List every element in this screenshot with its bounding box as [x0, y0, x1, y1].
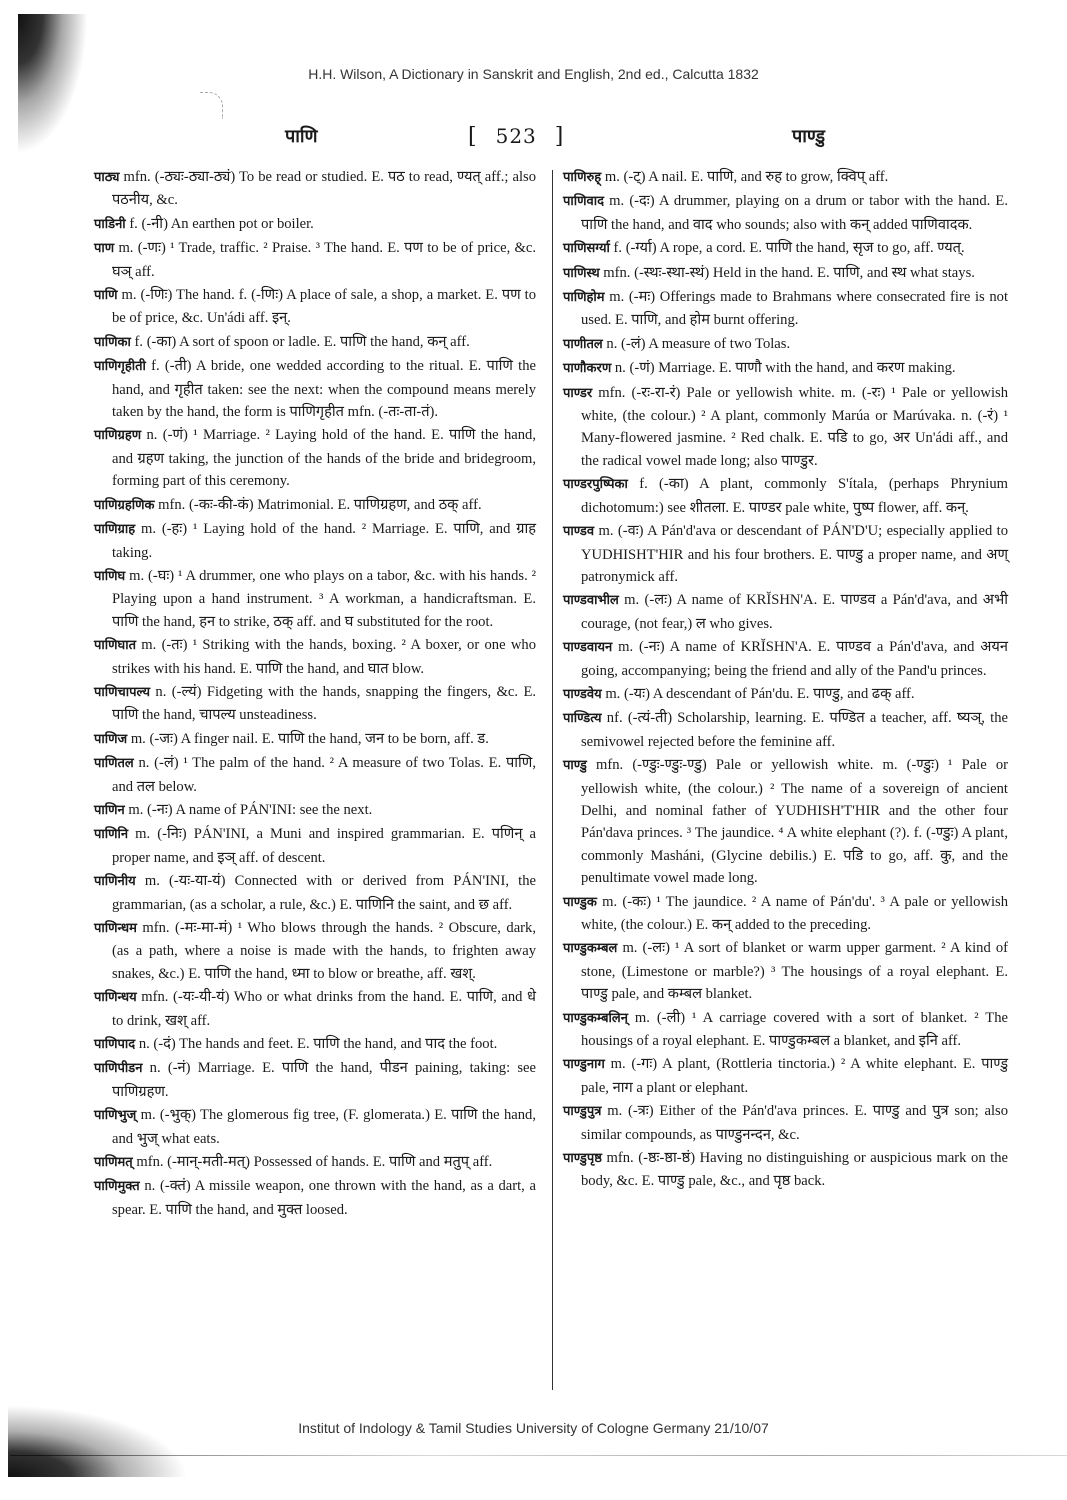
- entry-definition: m. (-दः) A drummer, playing on a drum or tabor with the hand. E. पाणि the hand, and वाद who sounds; also with कन् added पाणिवादक.: [581, 193, 1008, 233]
- entry-headword: पाण्डुक: [563, 894, 597, 910]
- entry-definition: n. (-ल्यं) Fidgeting with the hands, snapping the fingers, &c. E. पाणि the hand, चापल्य unsteadiness.: [112, 683, 537, 724]
- dictionary-entry: [94, 1175, 536, 1221]
- entry-definition: mfn. (-ठ्यः-ठ्या-ठ्यं) To be read or studied. E. पठ to read, ण्यत् aff.; also पठनीय, &c.: [112, 169, 536, 209]
- entry-headword: पाण्डुनाग: [563, 1057, 605, 1073]
- entry-definition: n. (-लं) A measure of two Tolas.: [606, 335, 791, 352]
- dictionary-entry: [94, 728, 536, 751]
- dictionary-entry: [94, 917, 536, 985]
- dictionary-entry: [563, 166, 1008, 189]
- entry-definition: mfn. (-मः-मा-मं) ¹ Who blows through the hands. ² Obscure, dark, (as a path, where a noise is made with the hands, to frighten away snakes, &c.) E. पाणि the hand, ध्मा to blow or breathe, aff. खश्.: [112, 920, 536, 982]
- entry-definition: mfn. (-ण्डुः-ण्डुः-ण्डु) Pale or yellowish white. m. (-ण्डुः) ¹ Pale or yellowish white, (the colour.) ² The name of a sovereign of ancient Delhi, and nominal father of YUDHISH'T'HIR and the other four Pán'dava princes. ³ The jaundice. ⁴ A white elephant (?). f. (-ण्डुः) A plant, commonly Masháni, (Glycine debilis.) E. पडि to go, aff. कु, and the penultimate vowel made long.: [581, 757, 1008, 887]
- entry-headword: पाणिहोम: [563, 290, 605, 306]
- entry-headword: पाण्डर: [563, 385, 593, 401]
- entry-definition: m. (-हः) ¹ Laying hold of the hand. ² Marriage. E. पाणि, and ग्राह taking.: [112, 521, 536, 561]
- dictionary-entry: [94, 355, 536, 423]
- dictionary-entry: [563, 473, 1008, 519]
- entry-definition: n. (-णं) Marriage. E. पाणौ with the hand, and करण making.: [614, 360, 956, 377]
- entry-headword: पाण्डवाभील: [563, 593, 619, 609]
- dictionary-entry: [94, 799, 536, 822]
- dictionary-entry: [563, 520, 1008, 588]
- entry-headword: पाण: [94, 241, 115, 257]
- entry-headword: पाणिसर्ग्या: [563, 241, 610, 257]
- entry-headword: पाण्डित्य: [563, 711, 602, 727]
- dictionary-entry: [563, 357, 1008, 380]
- entry-definition: m. (-कः) ¹ The jaundice. ² A name of Pán'du'. ³ A pale or yellowish white, (the colour.) E. कन् added to the preceding.: [581, 893, 1009, 933]
- scan-edge-line: [10, 1455, 1067, 1456]
- dictionary-entry: [94, 565, 536, 633]
- dictionary-entry: [94, 494, 536, 517]
- entry-definition: mfn. (-स्थः-स्था-स्थं) Held in the hand. E. पाणि, and स्थ what stays.: [603, 264, 975, 281]
- dictionary-entry: [563, 1100, 1008, 1146]
- entry-definition: n. (-दं) The hands and feet. E. पाणि the hand, and पाद the foot.: [138, 1036, 498, 1053]
- entry-definition: m. (-लः) ¹ A sort of blanket or warm upper garment. ² A kind of stone, (Limestone or marble?) ³ The housings of a royal elephant. E. पाण्डु pale, and कम्बल blanket.: [581, 940, 1008, 1003]
- dictionary-entry: [94, 213, 536, 236]
- entry-definition: m. (-जः) A finger nail. E. पाणि the hand, जन to be born, aff. ड.: [130, 730, 489, 747]
- entry-headword: पाणिनीय: [94, 874, 136, 890]
- entry-headword: पाणिन: [94, 802, 125, 818]
- left-column: [94, 166, 536, 1222]
- dictionary-entry: [94, 1104, 536, 1150]
- entry-headword: पाण्डुकम्बल: [563, 941, 618, 957]
- dictionary-entry: [94, 1033, 536, 1056]
- dictionary-entry: [94, 424, 536, 492]
- entry-definition: m. (-ट्) A nail. E. पाणि, and रुह to grow, क्विप् aff.: [604, 169, 889, 185]
- entry-definition: m. (-घः) ¹ A drummer, one who plays on a tabor, &c. with his hands. ² Playing upon a hand instrument. ³ A workman, a handicraftsman. E. पाणि the hand, हन to strike, ठक् aff. and घ substituted for the root.: [112, 567, 536, 630]
- dictionary-entry: [563, 286, 1008, 332]
- page-number-block: [468, 124, 564, 149]
- dictionary-entry: [94, 237, 536, 283]
- entry-headword: पाणिग्राह: [94, 522, 136, 538]
- entry-definition: mfn. (-मान्-मती-मत्) Possessed of hands. E. पाणि and मतुप् aff.: [136, 1154, 493, 1171]
- entry-definition: mfn. (-रः-रा-रं) Pale or yellowish white. m. (-रः) ¹ Pale or yellowish white, (the colour.) ² A plant, commonly Marúa or Marúvaka. n. (-रं) ¹ Many-flowered jasmine. ² Red chalk. E. पडि to go, अर Un'ádi aff., and the radical vowel made long; also पाण्डुर.: [581, 384, 1008, 469]
- dictionary-entry: [563, 1007, 1008, 1053]
- entry-definition: m. (-यः) A descendant of Pán'du. E. पाण्डु, and ढक् aff.: [605, 685, 915, 702]
- entry-definition: n. (-लं) ¹ The palm of the hand. ² A measure of two Tolas. E. पाणि, and तल below.: [112, 755, 536, 795]
- entry-headword: पाणिचापल्य: [94, 684, 151, 700]
- entry-definition: mfn. (-ष्ठः-ष्ठा-ष्ठं) Having no distinguishing or auspicious mark on the body, &c. E. पाण्डु pale, &c., and पृष्ठ back.: [581, 1150, 1009, 1190]
- entry-definition: m. (-गः) A plant, (Rottleria tinctoria.) ² A white elephant. E. पाण्डु pale, नाग a plant or elephant.: [581, 1056, 1008, 1096]
- dictionary-entry: [563, 754, 1008, 889]
- entry-headword: पाण्डव: [563, 524, 595, 540]
- dictionary-entry: [563, 237, 1008, 260]
- source-citation: H.H. Wilson, A Dictionary in Sanskrit and English, 2nd ed., Calcutta 1832: [308, 66, 759, 82]
- dictionary-entry: [94, 870, 536, 916]
- dictionary-entry: [94, 1151, 536, 1174]
- dictionary-entry: [94, 986, 536, 1032]
- entry-definition: m. (-निः) PÁN'INI, a Muni and inspired grammarian. E. पणिन् a proper name, and इञ् aff. of descent.: [112, 826, 536, 866]
- entry-definition: f. (-ती) A bride, one wedded according to the ritual. E. पाणि the hand, and गृहीत taken: see the next: when the compound means merely taken by the hand, the form is पाणिगृहीत mfn. (-तः-ता-तं).: [112, 358, 536, 421]
- entry-headword: पाठ्य: [94, 170, 120, 185]
- entry-definition: f. (-का) A plant, commonly S'ítala, (perhaps Phrynium dichotomum:) see शीतला. E. पाण्डर pale white, पुष्प flower, aff. कन्.: [581, 476, 1008, 516]
- entry-headword: पाण्डुकम्बलिन्: [563, 1010, 628, 1026]
- entry-headword: पाणिपीडन: [94, 1061, 143, 1077]
- dictionary-entry: [563, 1147, 1008, 1193]
- dictionary-entry: [563, 707, 1008, 753]
- entry-headword: पाणिन्धय: [94, 990, 137, 1006]
- entry-definition: n. (-क्तं) A missile weapon, one thrown with the hand, as a dart, a spear. E. पाणि the hand, and मुक्त loosed.: [112, 1178, 537, 1218]
- dictionary-entry: [563, 190, 1008, 236]
- entry-headword: पाणिज: [94, 731, 128, 747]
- entry-definition: m. (-तः) ¹ Striking with the hands, boxing. ² A boxer, or one who strikes with his hand. E. पाणि the hand, and घात blow.: [112, 637, 536, 677]
- running-head: [0, 124, 1067, 154]
- dictionary-entry: [563, 589, 1008, 635]
- entry-headword: पाणिपाद: [94, 1037, 136, 1053]
- entry-headword: पाण्डुपृष्ठ: [563, 1151, 602, 1167]
- entry-definition: m. (-ली) ¹ A carriage covered with a sort of blanket. ² The housings of a royal elephant. E. पाण्डुकम्बल a blanket, and इनि aff.: [581, 1009, 1008, 1050]
- dictionary-entry: [94, 681, 536, 727]
- entry-definition: m. (-भुक्) The glomerous fig tree, (F. glomerata.) E. पाणि the hand, and भुज् what eats.: [112, 1107, 536, 1147]
- entry-headword: पाणि: [94, 288, 118, 304]
- dictionary-entry: [563, 683, 1008, 706]
- entry-definition: m. (-नः) A name of PÁN'INI: see the next.: [128, 801, 373, 818]
- entry-definition: m. (-णिः) The hand. f. (-णिः) A place of sale, a shop, a market. E. पण to be of price, &c. Un'ádi aff. इन्.: [112, 287, 537, 327]
- entry-definition: m. (-णः) ¹ Trade, traffic. ² Praise. ³ The hand. E. पण to be of price, &c. घञ् aff.: [112, 240, 536, 280]
- entry-headword: पाणिभुज्: [94, 1108, 137, 1124]
- dictionary-entry: [94, 634, 536, 680]
- entry-definition: nf. (-त्यं-ती) Scholarship, learning. E. पण्डित a teacher, aff. ष्यञ्, the semivowel rejected before the feminine aff.: [581, 710, 1008, 750]
- dictionary-entry: [563, 382, 1008, 473]
- entry-headword: पाणिग्रहणिक: [94, 497, 155, 513]
- entry-definition: m. (-वः) A Pán'd'ava or descendant of PÁN'D'U; especially applied to YUDHISHT'HIR and his four brothers. E. पाण्डु a proper name, and अण् patronymick aff.: [581, 523, 1008, 585]
- dictionary-entry: [563, 333, 1008, 356]
- entry-definition: f. (-नी) An earthen pot or boiler.: [129, 215, 314, 232]
- guide-word-right: पाण्डु: [792, 126, 826, 147]
- entry-headword: पाण्डवेय: [563, 686, 602, 702]
- entry-definition: m. (-त्रः) Either of the Pán'd'ava princes. E. पाण्डु and पुत्र son; also similar compounds, as पाण्डुनन्दन, &c.: [581, 1103, 1009, 1143]
- entry-headword: पाणिग्रहण: [94, 428, 142, 444]
- entry-headword: पाणिमत्: [94, 1155, 133, 1171]
- entry-definition: mfn. (-कः-की-कं) Matrimonial. E. पाणिग्रहण, and ठक् aff.: [158, 496, 482, 513]
- entry-headword: पाणिवाद: [563, 194, 605, 210]
- entry-definition: m. (-यः-या-यं) Connected with or derived from PÁN'INI, the grammarian, (as a scholar, a rule, &c.) E. पाणिनि the saint, and छ aff.: [112, 873, 536, 913]
- entry-headword: पाण्डुपुत्र: [563, 1104, 602, 1120]
- entry-headword: पाणितल: [94, 756, 134, 772]
- entry-headword: पाणौकरण: [563, 361, 612, 377]
- entry-headword: पाणिगृहीती: [94, 359, 146, 375]
- entry-definition: n. (-नं) Marriage. E. पाणि the hand, पीडन paining, taking: see पाणिग्रहण.: [112, 1060, 536, 1100]
- entry-headword: पाणीतल: [563, 336, 603, 352]
- dictionary-entry: [94, 1057, 536, 1103]
- dictionary-entry: [563, 1053, 1008, 1099]
- dictionary-entry: [94, 166, 536, 212]
- entry-headword: पाडिनी: [94, 216, 126, 232]
- dictionary-entry: [563, 636, 1008, 682]
- pencil-mark: [200, 92, 223, 119]
- entry-headword: पाणिन्धम: [94, 921, 137, 936]
- entry-headword: पाण्डवायन: [563, 640, 613, 656]
- entry-definition: f. (-का) A sort of spoon or ladle. E. पाणि the hand, कन् aff.: [134, 333, 470, 350]
- right-column: [563, 166, 1008, 1194]
- bracket-open: [: [468, 124, 478, 149]
- entry-definition: f. (-र्ग्या) A rope, a cord. E. पाणि the hand, सृज to go, aff. ण्यत्.: [613, 240, 965, 257]
- dictionary-entry: [563, 937, 1008, 1005]
- entry-definition: n. (-णं) ¹ Marriage. ² Laying hold of the hand. E. पाणि the hand, and ग्रहण taking, the junction of the hands of the bride and bridegroom, forming part of this ceremony.: [112, 427, 536, 490]
- dictionary-entry: [94, 284, 536, 330]
- entry-headword: पाण्डु: [563, 758, 587, 774]
- entry-headword: पाणिस्थ: [563, 265, 600, 281]
- page-number: 523: [495, 124, 537, 148]
- entry-headword: पाणिघात: [94, 638, 136, 654]
- dictionary-entry: [563, 262, 1008, 285]
- entry-headword: पाणिका: [94, 334, 131, 350]
- bracket-close: ]: [554, 124, 565, 149]
- entry-definition: mfn. (-यः-यी-यं) Who or what drinks from the hand. E. पाणि, and धे to drink, खश् aff.: [112, 989, 537, 1029]
- dictionary-entry: [94, 331, 536, 354]
- dictionary-entry: [94, 752, 536, 798]
- entry-definition: m. (-मः) Offerings made to Brahmans where consecrated fire is not used. E. पाणि, and होम burnt offering.: [581, 289, 1009, 329]
- entry-headword: पाणिनि: [94, 827, 129, 843]
- scan-shadow-bottom-left: [8, 1405, 188, 1477]
- footer-citation: Institut of Indology & Tamil Studies University of Cologne Germany 21/10/07: [298, 1420, 769, 1436]
- entry-headword: पाणिरुह्: [563, 170, 602, 185]
- dictionary-entry: [563, 891, 1008, 937]
- entry-headword: पाणिमुक्त: [94, 1179, 140, 1195]
- entry-headword: पाण्डरपुष्पिका: [563, 477, 628, 493]
- entry-definition: m. (-लः) A name of KRĬSHN'A. E. पाण्डव a Pán'd'ava, and अभी courage, (not fear,) ल who gives.: [581, 592, 1008, 632]
- guide-word-left: पाणि: [285, 126, 318, 147]
- dictionary-entry: [94, 518, 536, 564]
- entry-headword: पाणिघ: [94, 568, 126, 584]
- column-divider: [552, 170, 553, 1390]
- entry-definition: m. (-नः) A name of KRĬSHN'A. E. पाण्डव a Pán'd'ava, and अयन going, accompanying; being the friend and ally of the Pand'u princes.: [581, 639, 1009, 679]
- dictionary-entry: [94, 823, 536, 869]
